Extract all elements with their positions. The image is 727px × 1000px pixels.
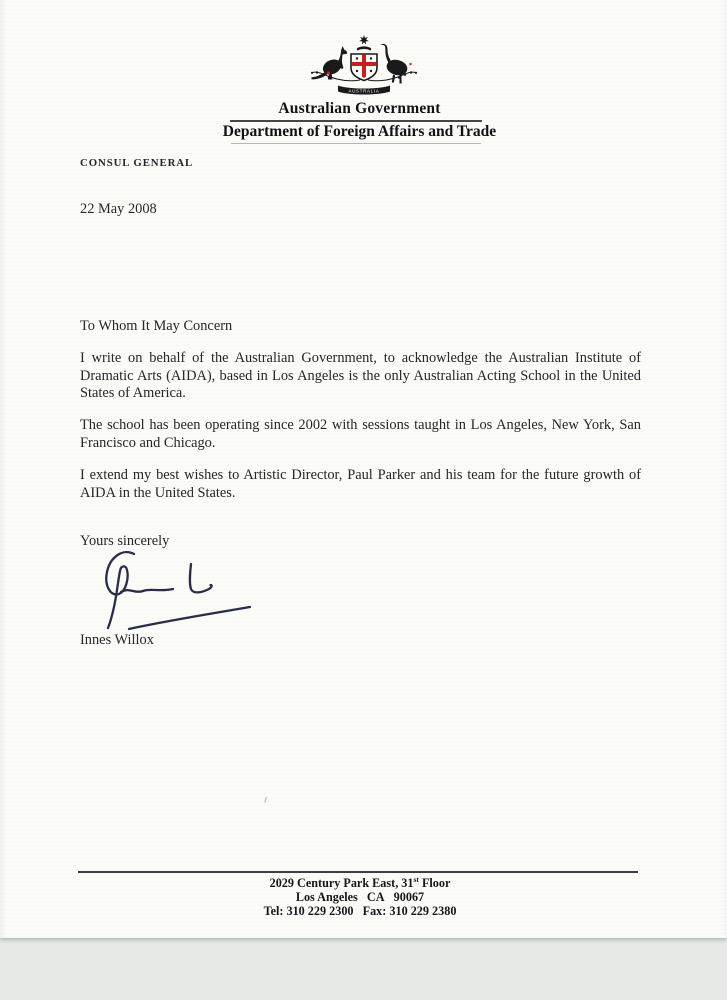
body-line: AIDA in the United States. bbox=[80, 484, 236, 501]
letterhead-government: Australian Government bbox=[278, 100, 441, 117]
kangaroo-icon bbox=[312, 46, 348, 80]
paragraph-2 bbox=[80, 417, 641, 452]
body-line: States of America. bbox=[80, 385, 186, 401]
footer-floor: Floor bbox=[418, 876, 451, 890]
letterhead-divider-top bbox=[230, 120, 482, 122]
footer-divider bbox=[78, 871, 638, 873]
letterhead-divider-bottom bbox=[231, 143, 481, 144]
signatory-name: Innes Willox bbox=[80, 632, 154, 648]
scan-artifact bbox=[264, 797, 268, 804]
body-line: I write on behalf of the Australian Government, to acknowledge the Australian Institute of bbox=[80, 350, 641, 366]
letterhead-department: Department of Foreign Affairs and Trade bbox=[222, 123, 497, 140]
shield-icon bbox=[351, 54, 377, 81]
footer-address-line1 bbox=[77, 874, 643, 891]
body-line: The school has been operating since 2002 with sessions taught in Los Angeles, New York, San bbox=[80, 417, 641, 433]
paragraph-1 bbox=[80, 350, 641, 403]
footer-contact: Tel: 310 229 2300 Fax: 310 229 2380 bbox=[263, 903, 457, 918]
footer-address-block bbox=[77, 874, 643, 918]
body-line: Dramatic Arts (AIDA), based in Los Angeles is the only Australian Acting School in the United bbox=[80, 367, 641, 384]
footer-address-line2: Los Angeles CA 90067 bbox=[295, 889, 425, 904]
closing: Yours sincerely bbox=[80, 533, 170, 549]
body-line: I extend my best wishes to Artistic Director, Paul Parker and his team for the future growth of bbox=[80, 467, 641, 483]
scroll-banner-icon bbox=[338, 86, 390, 95]
handwritten-signature bbox=[85, 545, 265, 635]
footer-street: 2029 Century Park East, 31 bbox=[269, 876, 414, 890]
scanner-background bbox=[0, 938, 727, 1000]
salutation: To Whom It May Concern bbox=[80, 318, 233, 334]
footer-floor-ordinal: st bbox=[413, 874, 419, 884]
office-title: CONSUL GENERAL bbox=[80, 157, 194, 169]
body-line: Francisco and Chicago. bbox=[80, 434, 216, 451]
commonwealth-star-icon bbox=[359, 35, 369, 45]
paragraph-3 bbox=[80, 467, 641, 502]
crest-scroll-text: AUSTRALIA bbox=[348, 88, 380, 94]
australian-coat-of-arms-icon bbox=[296, 34, 432, 98]
letter-date: 22 May 2008 bbox=[80, 201, 157, 217]
